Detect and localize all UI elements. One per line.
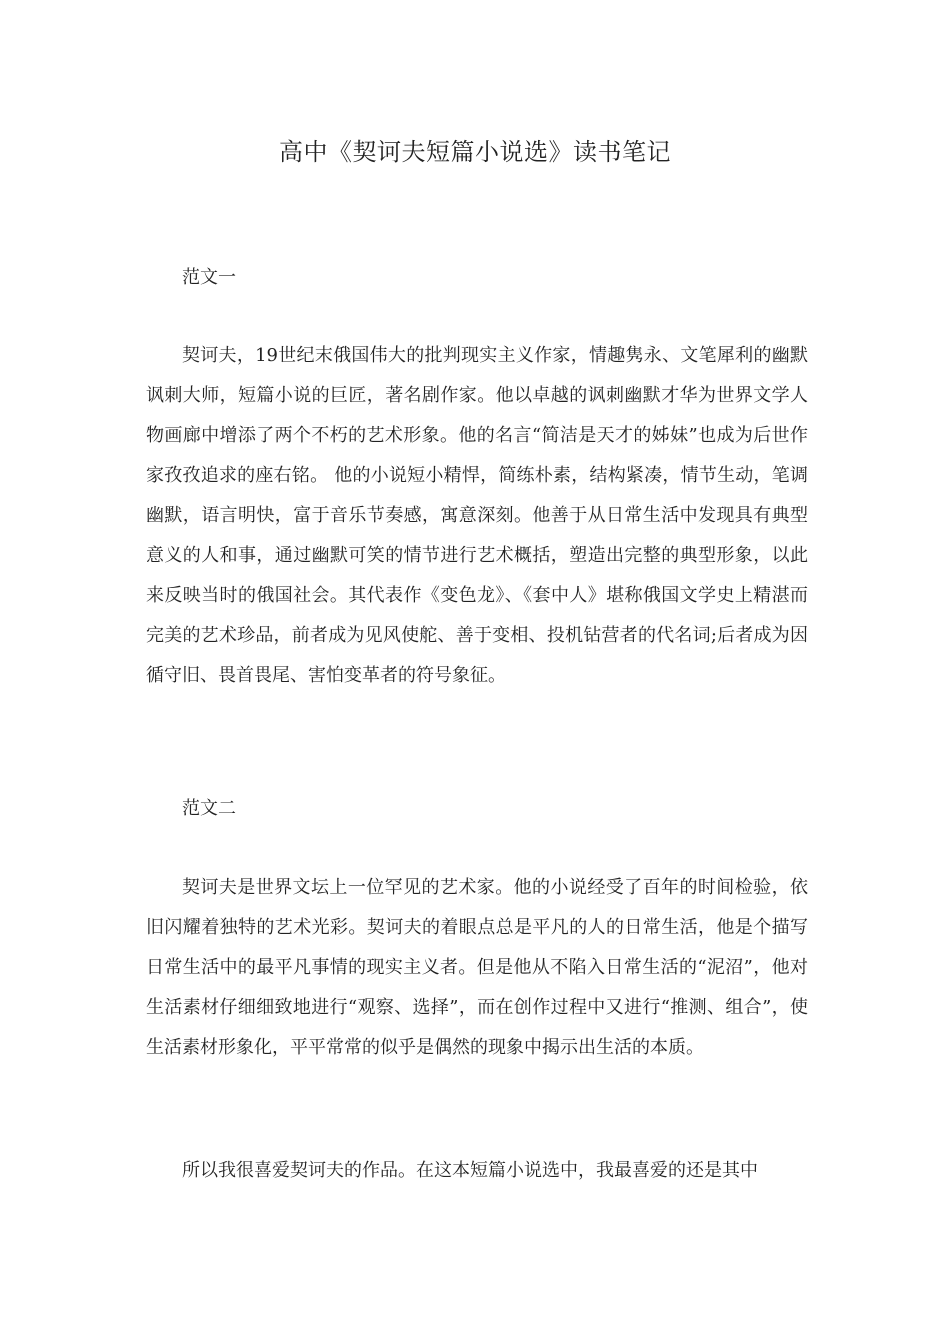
- document-title: 高中《契诃夫短篇小说选》读书笔记: [279, 138, 671, 166]
- section-heading-2: 范文二: [182, 798, 236, 819]
- section-1-paragraph: 契诃夫，19世纪末俄国伟大的批判现实主义作家，情趣隽永、文笔犀利的幽默讽刺大师，短篇小说的巨匠，著名剧作家。他以卓越的讽刺幽默才华为世界文学人物画廊中增添了两个不朽的艺术形象。他的名言“简洁是天才的姊妹”也成为后世作家孜孜追求的座右铭。 他的小说短小精悍，简练朴素，结构紧凑，情节生动，笔调幽默，语言明快，富于音乐节奏感，寓意深刻。他善于从日常生活中发现具有典型意义的人和事，通过幽默可笑的情节进行艺术概括，塑造出完整的典型形象，以此来反映当时的俄国社会。其代表作《变色龙》、《套中人》堪称俄国文学史上精湛而完美的艺术珍品，前者成为见风使舵、善于变相、投机钻营者的代名词;后者成为因循守旧、畏首畏尾、害怕变革者的符号象征。: [146, 345, 808, 686]
- section-2-paragraph-1: 契诃夫是世界文坛上一位罕见的艺术家。他的小说经受了百年的时间检验，依旧闪耀着独特的艺术光彩。契诃夫的着眼点总是平凡的人的日常生活，他是个描写日常生活中的最平凡事情的现实主义者。但是他从不陷入日常生活的“泥沼”，他对生活素材仔细细致地进行“观察、选择”，而在创作过程中又进行“推测、组合”，使生活素材形象化，平平常常的似乎是偶然的现象中揭示出生活的本质。: [146, 877, 808, 1058]
- section-heading-1: 范文一: [182, 267, 236, 288]
- section-2-paragraph-2: 所以我很喜爱契诃夫的作品。在这本短篇小说选中，我最喜爱的还是其中: [182, 1160, 758, 1181]
